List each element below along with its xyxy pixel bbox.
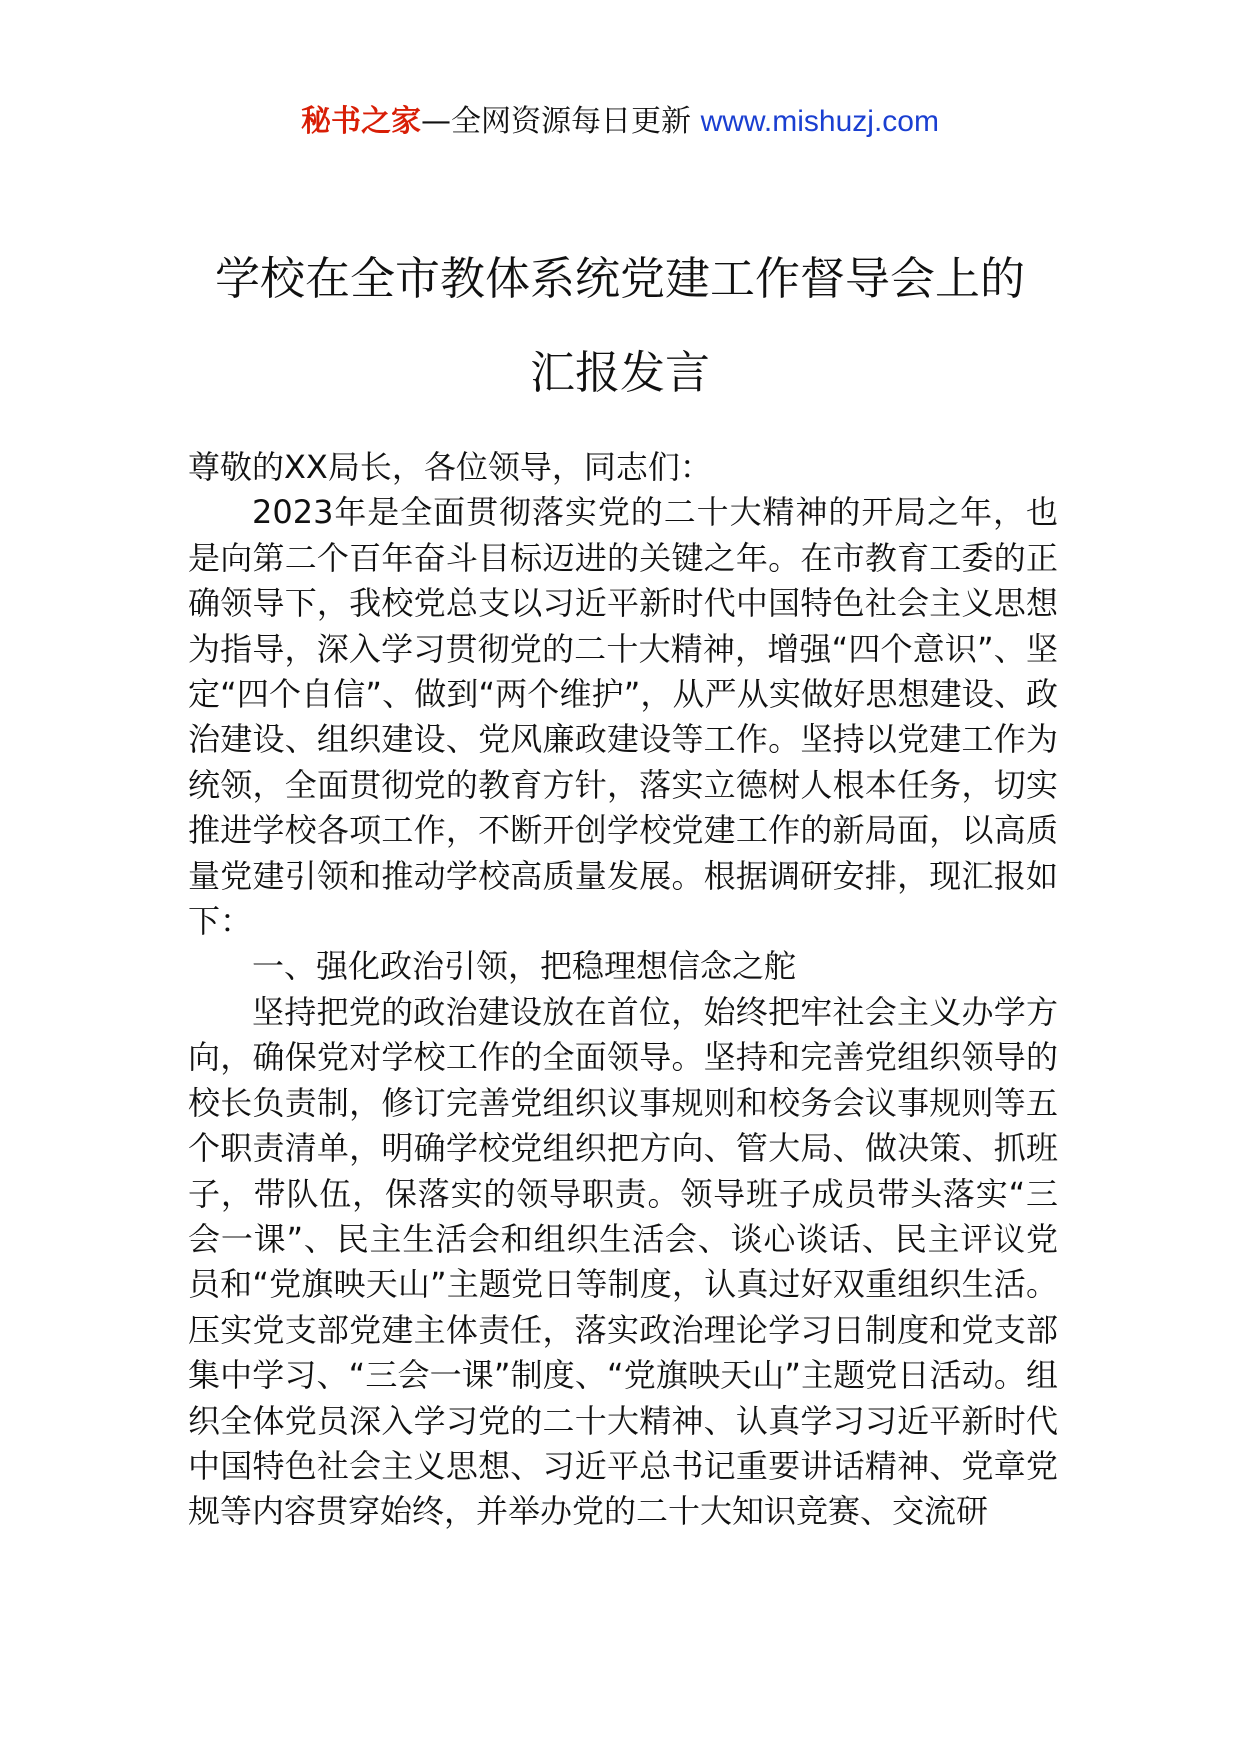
title-line-2: 汇报发言 — [529, 346, 710, 399]
document-body — [188, 445, 1058, 1535]
site-banner — [0, 100, 1240, 144]
greeting: 尊敬的XX局长，各位领导，同志们： — [188, 448, 712, 486]
document-title — [0, 232, 1240, 420]
brand-name: 秘书之家 — [301, 104, 422, 139]
title-line-1: 学校在全市教体系统党建工作督导会上的 — [214, 252, 1025, 305]
paragraph-intro: 2023年是全面贯彻落实党的二十大精神的开局之年，也是向第二个百年奋斗目标迈进的关键之年。在市教育工委的正确领导下，我校党总支以习近平新时代中国特色社会主义思想为指导，深入学习贯彻党的二十大精神，增强“四个意识”、坚定“四个自信”、做到“两个维护”，从严从实做好思想建设、政治建设、组织建设、党风廉政建设等工作。坚持以党建工作为统领，全面贯彻党的教育方针，落实立德树人根本任务，切实推进学校各项工作，不断开创学校党建工作的新局面，以高质量党建引领和推动学校高质量发展。根据调研安排，现汇报如下： — [188, 493, 1058, 941]
section-heading-1: 一、强化政治引领，把稳理想信念之舵 — [252, 947, 797, 986]
banner-slogan: —全网资源每日更新 — [421, 104, 692, 139]
paragraph-section-1: 坚持把党的政治建设放在首位，始终把牢社会主义办学方向，确保党对学校工作的全面领导。坚持和完善党组织领导的校长负责制，修订完善党组织议事规则和校务会议事规则等五个职责清单，明确学校党组织把方向、管大局、做决策、抓班子，带队伍，保落实的领导职责。领导班子成员带头落实“三会一课”、民主生活会和组织生活会、谈心谈话、民主评议党员和“党旗映天山”主题党日等制度，认真过好双重组织生活。压实党支部党建主体责任，落实政治理论学习日制度和党支部集中学习、“三会一课”制度、“党旗映天山”主题党日活动。组织全体党员深入学习党的二十大精神、认真学习习近平新时代中国特色社会主义思想、习近平总书记重要讲话精神、党章党规等内容贯穿始终，并举办党的二十大知识竞赛、交流研 — [188, 992, 1058, 1531]
site-url-link[interactable]: www.mishuzj.com — [700, 105, 939, 138]
